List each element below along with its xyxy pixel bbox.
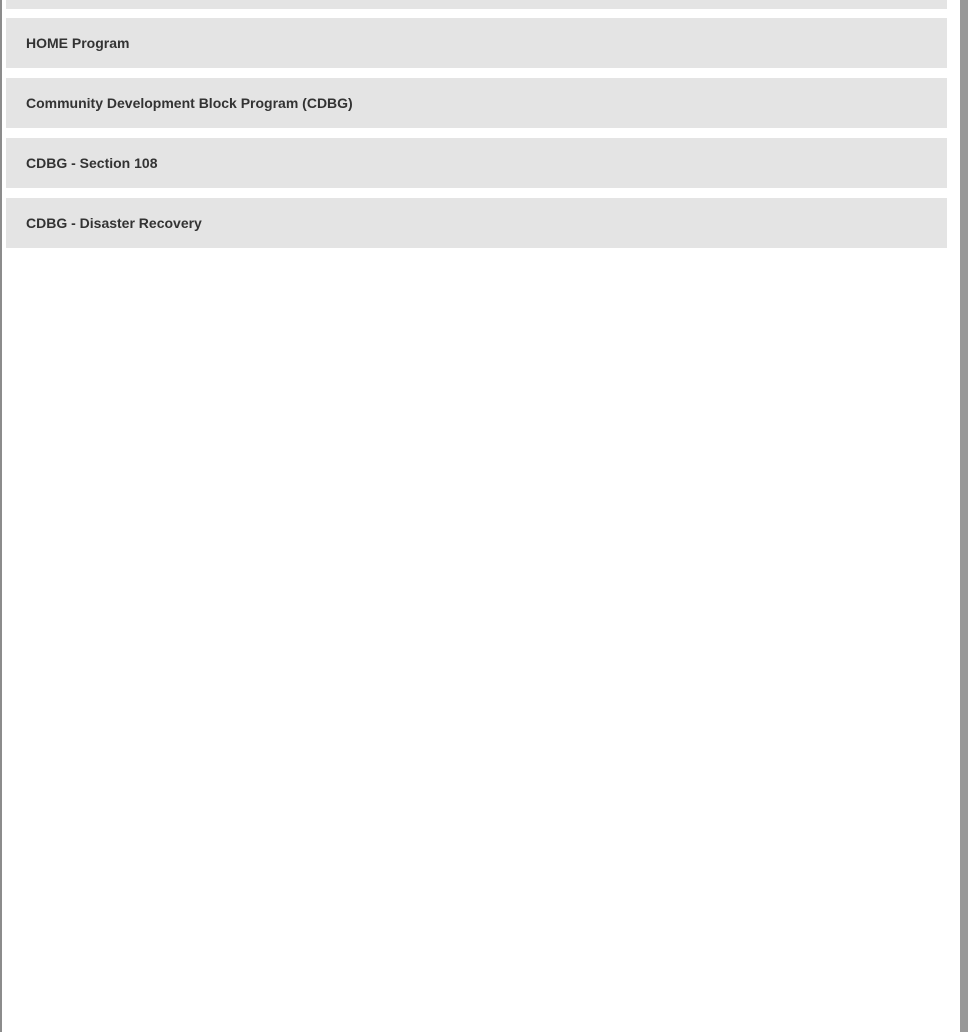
accordion-item-label: CDBG - Section 108 (26, 155, 158, 171)
accordion-item-partial[interactable] (6, 0, 947, 9)
scrollbar[interactable] (960, 0, 968, 1032)
accordion-item-label: Community Development Block Program (CDBG) (26, 95, 353, 111)
accordion-item-cdbg-disaster-recovery[interactable] (6, 198, 947, 248)
accordion-item-label: HOME Program (26, 35, 130, 51)
accordion-item-home-program[interactable] (6, 18, 947, 68)
accordion-item-cdbg[interactable] (6, 78, 947, 128)
left-border (0, 0, 2, 1032)
accordion-item-cdbg-section-108[interactable] (6, 138, 947, 188)
accordion-list (6, 18, 947, 248)
accordion-item-label: CDBG - Disaster Recovery (26, 215, 202, 231)
program-accordion (6, 0, 947, 248)
